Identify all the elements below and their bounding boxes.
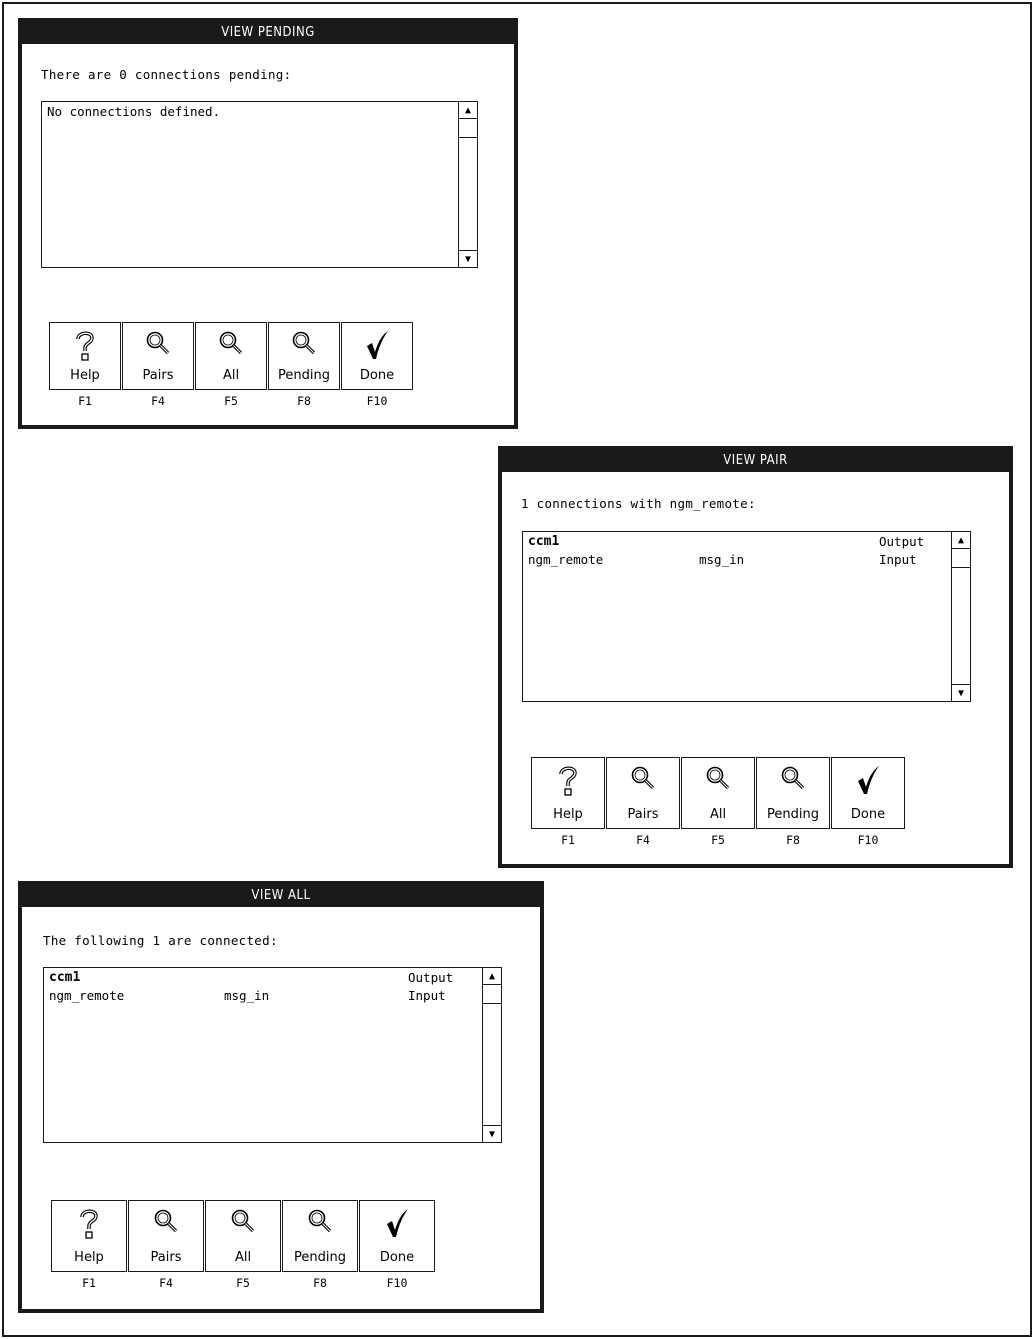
vertical-scrollbar[interactable] xyxy=(482,968,501,1142)
done-button[interactable] xyxy=(359,1200,435,1290)
scroll-up-arrow-icon[interactable]: ▲ xyxy=(952,532,970,549)
f5-key-label: F5 xyxy=(224,394,238,408)
item-name: ccm1 xyxy=(528,534,560,549)
item-name: ngm_remote xyxy=(49,988,125,1003)
item-direction: Output xyxy=(879,534,925,549)
f1-key-label: F1 xyxy=(561,833,575,847)
f4-key-label: F4 xyxy=(159,1276,173,1290)
help-button-label: Help xyxy=(553,807,583,822)
list-item[interactable] xyxy=(49,988,477,1006)
f10-key-label: F10 xyxy=(366,394,388,408)
dialog-title: VIEW ALL xyxy=(22,885,540,907)
all-button-label: All xyxy=(222,368,240,383)
empty-list-text: No connections defined. xyxy=(47,104,221,119)
done-button[interactable] xyxy=(831,757,905,847)
scroll-up-arrow-icon[interactable]: ▲ xyxy=(459,102,477,119)
f10-key-label: F10 xyxy=(857,833,879,847)
f1-key-label: F1 xyxy=(82,1276,96,1290)
done-button-label: Done xyxy=(850,807,886,822)
view-all-dialog xyxy=(18,881,544,1313)
help-button-label: Help xyxy=(70,368,100,383)
magnifier-icon xyxy=(129,1206,203,1240)
function-key-bar xyxy=(531,757,906,847)
list-item xyxy=(47,104,453,122)
all-button[interactable] xyxy=(195,322,267,408)
pending-button[interactable] xyxy=(268,322,340,408)
connections-listbox[interactable] xyxy=(41,101,478,268)
list-item[interactable] xyxy=(49,970,477,988)
pending-button[interactable] xyxy=(756,757,830,847)
item-direction: Output xyxy=(408,970,454,985)
scroll-down-arrow-icon[interactable]: ▼ xyxy=(483,1125,501,1142)
pair-count-message: 1 connections with ngm_remote: xyxy=(521,496,756,511)
f8-key-label: F8 xyxy=(313,1276,327,1290)
help-icon xyxy=(50,328,120,362)
magnifier-icon xyxy=(757,763,829,797)
checkmark-icon xyxy=(832,763,904,797)
f4-key-label: F4 xyxy=(636,833,650,847)
list-content xyxy=(523,532,951,701)
all-button-label: All xyxy=(234,1250,252,1265)
help-icon xyxy=(52,1206,126,1240)
connected-count-message: The following 1 are connected: xyxy=(43,933,278,948)
f5-key-label: F5 xyxy=(236,1276,250,1290)
pairs-button[interactable] xyxy=(122,322,194,408)
item-direction: Input xyxy=(408,988,446,1003)
function-key-bar xyxy=(51,1200,436,1290)
view-pending-dialog xyxy=(18,18,518,429)
magnifier-icon xyxy=(196,328,266,362)
dialog-title: VIEW PENDING xyxy=(22,22,514,44)
f10-key-label: F10 xyxy=(386,1276,408,1290)
list-item[interactable] xyxy=(528,552,946,570)
checkmark-icon xyxy=(342,328,412,362)
help-icon xyxy=(532,763,604,797)
connections-listbox[interactable] xyxy=(43,967,502,1143)
all-button[interactable] xyxy=(681,757,755,847)
item-port: msg_in xyxy=(224,988,270,1003)
checkmark-icon xyxy=(360,1206,434,1240)
scroll-thumb[interactable] xyxy=(459,119,477,138)
scroll-up-arrow-icon[interactable]: ▲ xyxy=(483,968,501,985)
pending-count-message: There are 0 connections pending: xyxy=(41,67,292,82)
done-button-label: Done xyxy=(359,368,395,383)
list-item[interactable] xyxy=(528,534,946,552)
all-button-label: All xyxy=(709,807,727,822)
pairs-button-label: Pairs xyxy=(627,807,659,822)
pairs-button[interactable] xyxy=(606,757,680,847)
help-button[interactable] xyxy=(531,757,605,847)
magnifier-icon xyxy=(682,763,754,797)
f8-key-label: F8 xyxy=(786,833,800,847)
help-button[interactable] xyxy=(51,1200,127,1290)
vertical-scrollbar[interactable] xyxy=(458,102,477,267)
done-button[interactable] xyxy=(341,322,413,408)
f4-key-label: F4 xyxy=(151,394,165,408)
scroll-thumb[interactable] xyxy=(483,985,501,1004)
f8-key-label: F8 xyxy=(297,394,311,408)
function-key-bar xyxy=(49,322,414,408)
pairs-button-label: Pairs xyxy=(150,1250,182,1265)
pending-button-label: Pending xyxy=(278,368,330,383)
dialog-title: VIEW PAIR xyxy=(502,450,1009,472)
vertical-scrollbar[interactable] xyxy=(951,532,970,701)
magnifier-icon xyxy=(269,328,339,362)
item-direction: Input xyxy=(879,552,917,567)
item-name: ccm1 xyxy=(49,970,81,985)
scroll-down-arrow-icon[interactable]: ▼ xyxy=(459,250,477,267)
magnifier-icon xyxy=(123,328,193,362)
view-pair-dialog xyxy=(498,446,1013,868)
f5-key-label: F5 xyxy=(711,833,725,847)
list-content xyxy=(44,968,482,1142)
item-name: ngm_remote xyxy=(528,552,604,567)
pairs-button[interactable] xyxy=(128,1200,204,1290)
help-button-label: Help xyxy=(74,1250,104,1265)
magnifier-icon xyxy=(206,1206,280,1240)
help-button[interactable] xyxy=(49,322,121,408)
pending-button-label: Pending xyxy=(294,1250,346,1265)
item-port: msg_in xyxy=(699,552,745,567)
pending-button[interactable] xyxy=(282,1200,358,1290)
all-button[interactable] xyxy=(205,1200,281,1290)
connections-listbox[interactable] xyxy=(522,531,971,702)
pending-button-label: Pending xyxy=(767,807,819,822)
list-content xyxy=(42,102,458,267)
f1-key-label: F1 xyxy=(78,394,92,408)
magnifier-icon xyxy=(607,763,679,797)
scroll-down-arrow-icon[interactable]: ▼ xyxy=(952,684,970,701)
magnifier-icon xyxy=(283,1206,357,1240)
scroll-thumb[interactable] xyxy=(952,549,970,568)
pairs-button-label: Pairs xyxy=(142,368,174,383)
done-button-label: Done xyxy=(379,1250,415,1265)
